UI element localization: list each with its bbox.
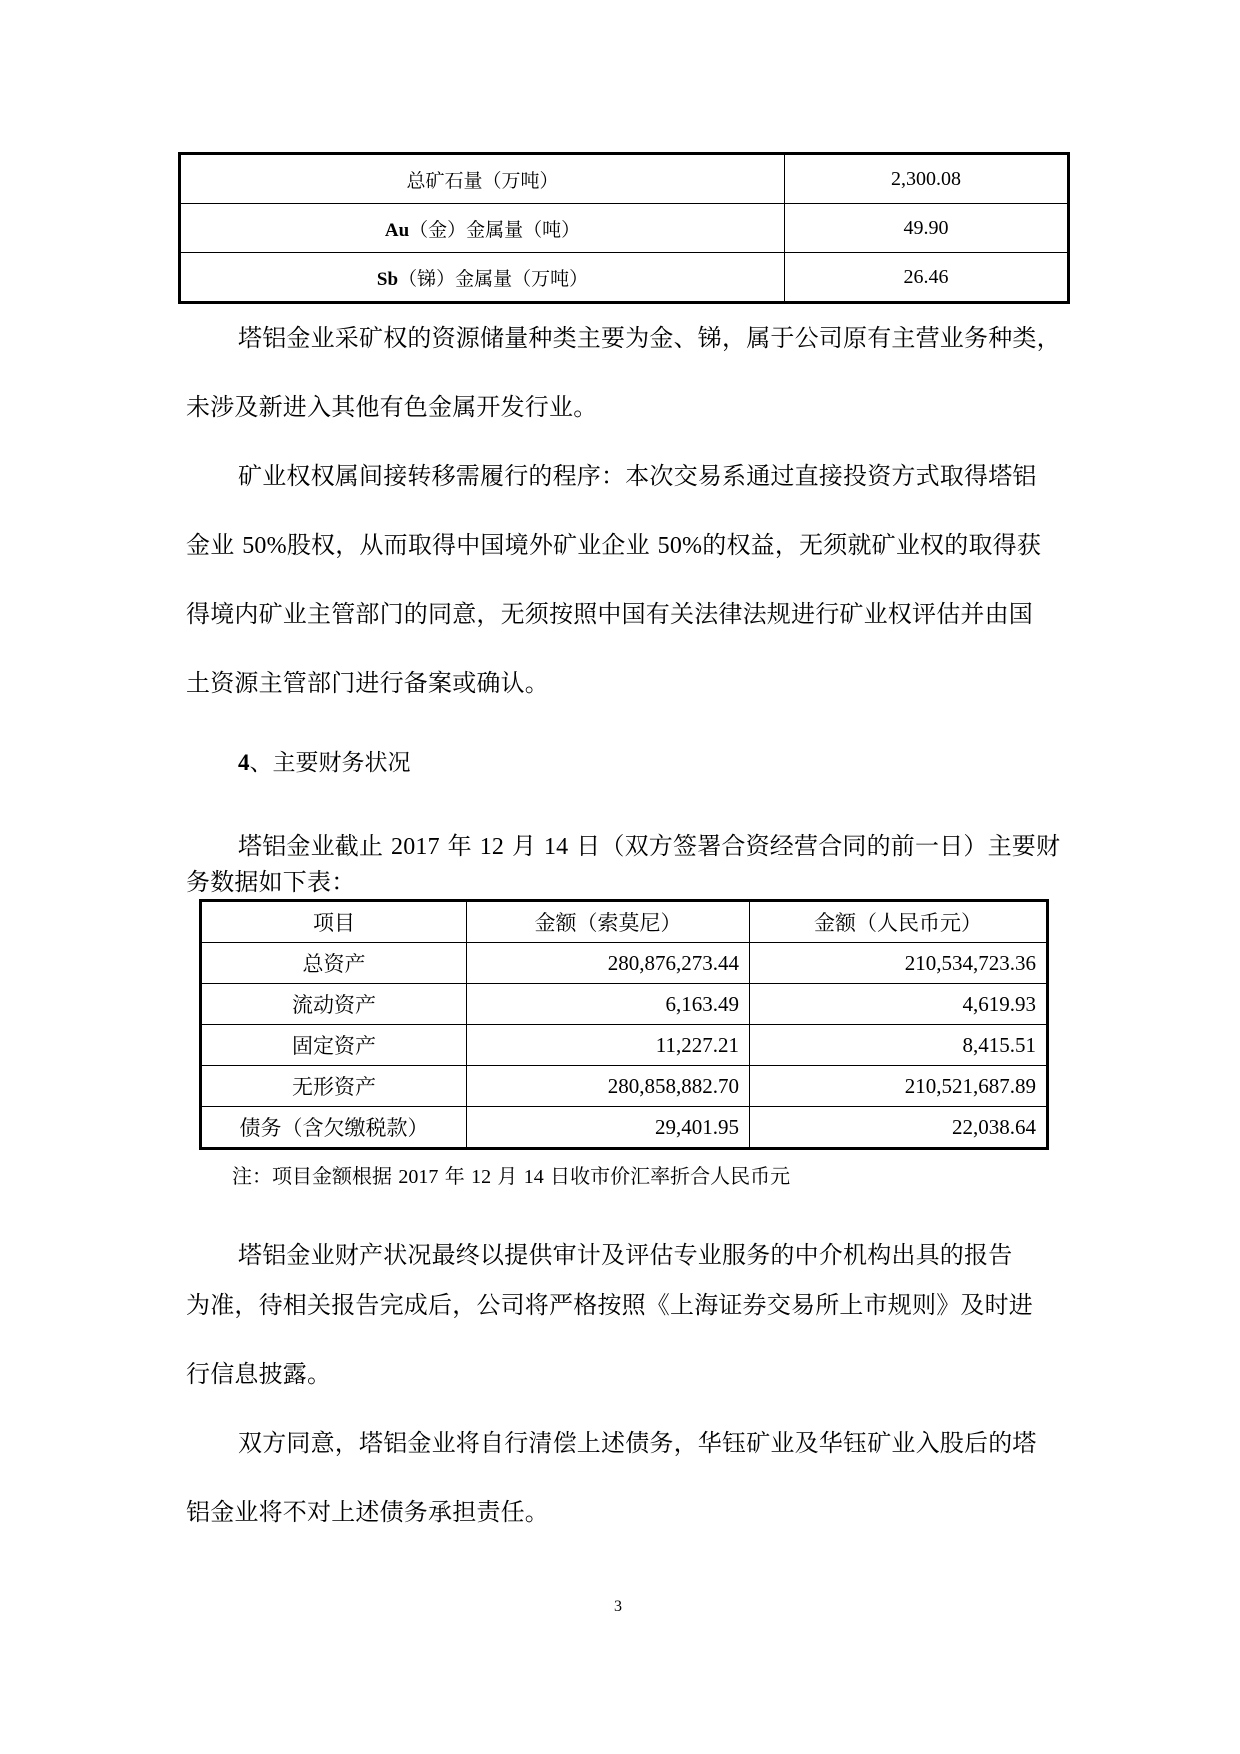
paragraph-line: 矿业权权属间接转移需履行的程序：本次交易系通过直接投资方式取得塔铝: [238, 462, 1037, 490]
item-cell: 流动资产: [201, 984, 467, 1025]
paragraph-line: 铝金业将不对上述债务承担责任。: [186, 1498, 549, 1526]
column-header: 项目: [201, 901, 467, 943]
reserves-label: 总矿石量（万吨）: [180, 154, 785, 204]
paragraph-line: 未涉及新进入其他有色金属开发行业。: [186, 393, 598, 421]
rmb-cell: 4,619.93: [750, 984, 1048, 1025]
somoni-cell: 280,858,882.70: [467, 1066, 750, 1107]
column-header: 金额（人民币元）: [750, 901, 1048, 943]
table-row: [201, 1066, 1048, 1107]
somoni-cell: 29,401.95: [467, 1107, 750, 1149]
table-row: [201, 984, 1048, 1025]
somoni-cell: 6,163.49: [467, 984, 750, 1025]
somoni-cell: 11,227.21: [467, 1025, 750, 1066]
table-header-row: [201, 901, 1048, 943]
reserves-label: Sb（锑）金属量（万吨）: [180, 253, 785, 303]
paragraph-line: 塔铝金业截止 2017 年 12 月 14 日（双方签署合资经营合同的前一日）主要财: [238, 832, 1061, 860]
item-cell: 债务（含欠缴税款）: [201, 1107, 467, 1149]
table-row: [201, 943, 1048, 984]
reserves-value: 49.90: [785, 204, 1069, 253]
rmb-cell: 8,415.51: [750, 1025, 1048, 1066]
table-row: [180, 154, 1069, 204]
reserves-table: [178, 152, 1070, 304]
reserves-label: Au（金）金属量（吨）: [180, 204, 785, 253]
paragraph-line: 土资源主管部门进行备案或确认。: [186, 669, 549, 697]
page-number: 3: [614, 1598, 622, 1615]
paragraph-line: 务数据如下表：: [186, 868, 356, 896]
reserves-value: 26.46: [785, 253, 1069, 303]
rmb-cell: 22,038.64: [750, 1107, 1048, 1149]
paragraph-line: 双方同意，塔铝金业将自行清偿上述债务，华钰矿业及华钰矿业入股后的塔: [238, 1429, 1037, 1457]
paragraph-line: 金业 50%股权，从而取得中国境外矿业企业 50%的权益，无须就矿业权的取得获: [186, 531, 1042, 559]
paragraph-line: 行信息披露。: [186, 1360, 332, 1388]
paragraph-line: 塔铝金业财产状况最终以提供审计及评估专业服务的中介机构出具的报告: [238, 1241, 1013, 1269]
table-row: [201, 1107, 1048, 1149]
table-row: [201, 1025, 1048, 1066]
rmb-cell: 210,534,723.36: [750, 943, 1048, 984]
table-note: 注：项目金额根据 2017 年 12 月 14 日收市价汇率折合人民币元: [232, 1164, 791, 1188]
finance-table: [199, 899, 1049, 1150]
somoni-cell: 280,876,273.44: [467, 943, 750, 984]
item-cell: 无形资产: [201, 1066, 467, 1107]
paragraph-line: 塔铝金业采矿权的资源储量种类主要为金、锑，属于公司原有主营业务种类，: [238, 324, 1061, 352]
table-row: [180, 204, 1069, 253]
rmb-cell: 210,521,687.89: [750, 1066, 1048, 1107]
item-cell: 总资产: [201, 943, 467, 984]
column-header: 金额（索莫尼）: [467, 901, 750, 943]
table-row: [180, 253, 1069, 303]
item-cell: 固定资产: [201, 1025, 467, 1066]
paragraph-line: 为准，待相关报告完成后，公司将严格按照《上海证券交易所上市规则》及时进: [186, 1291, 1033, 1319]
reserves-value: 2,300.08: [785, 154, 1069, 204]
section-heading: 4、主要财务状况: [238, 750, 411, 776]
paragraph-line: 得境内矿业主管部门的同意，无须按照中国有关法律法规进行矿业权评估并由国: [186, 600, 1033, 628]
